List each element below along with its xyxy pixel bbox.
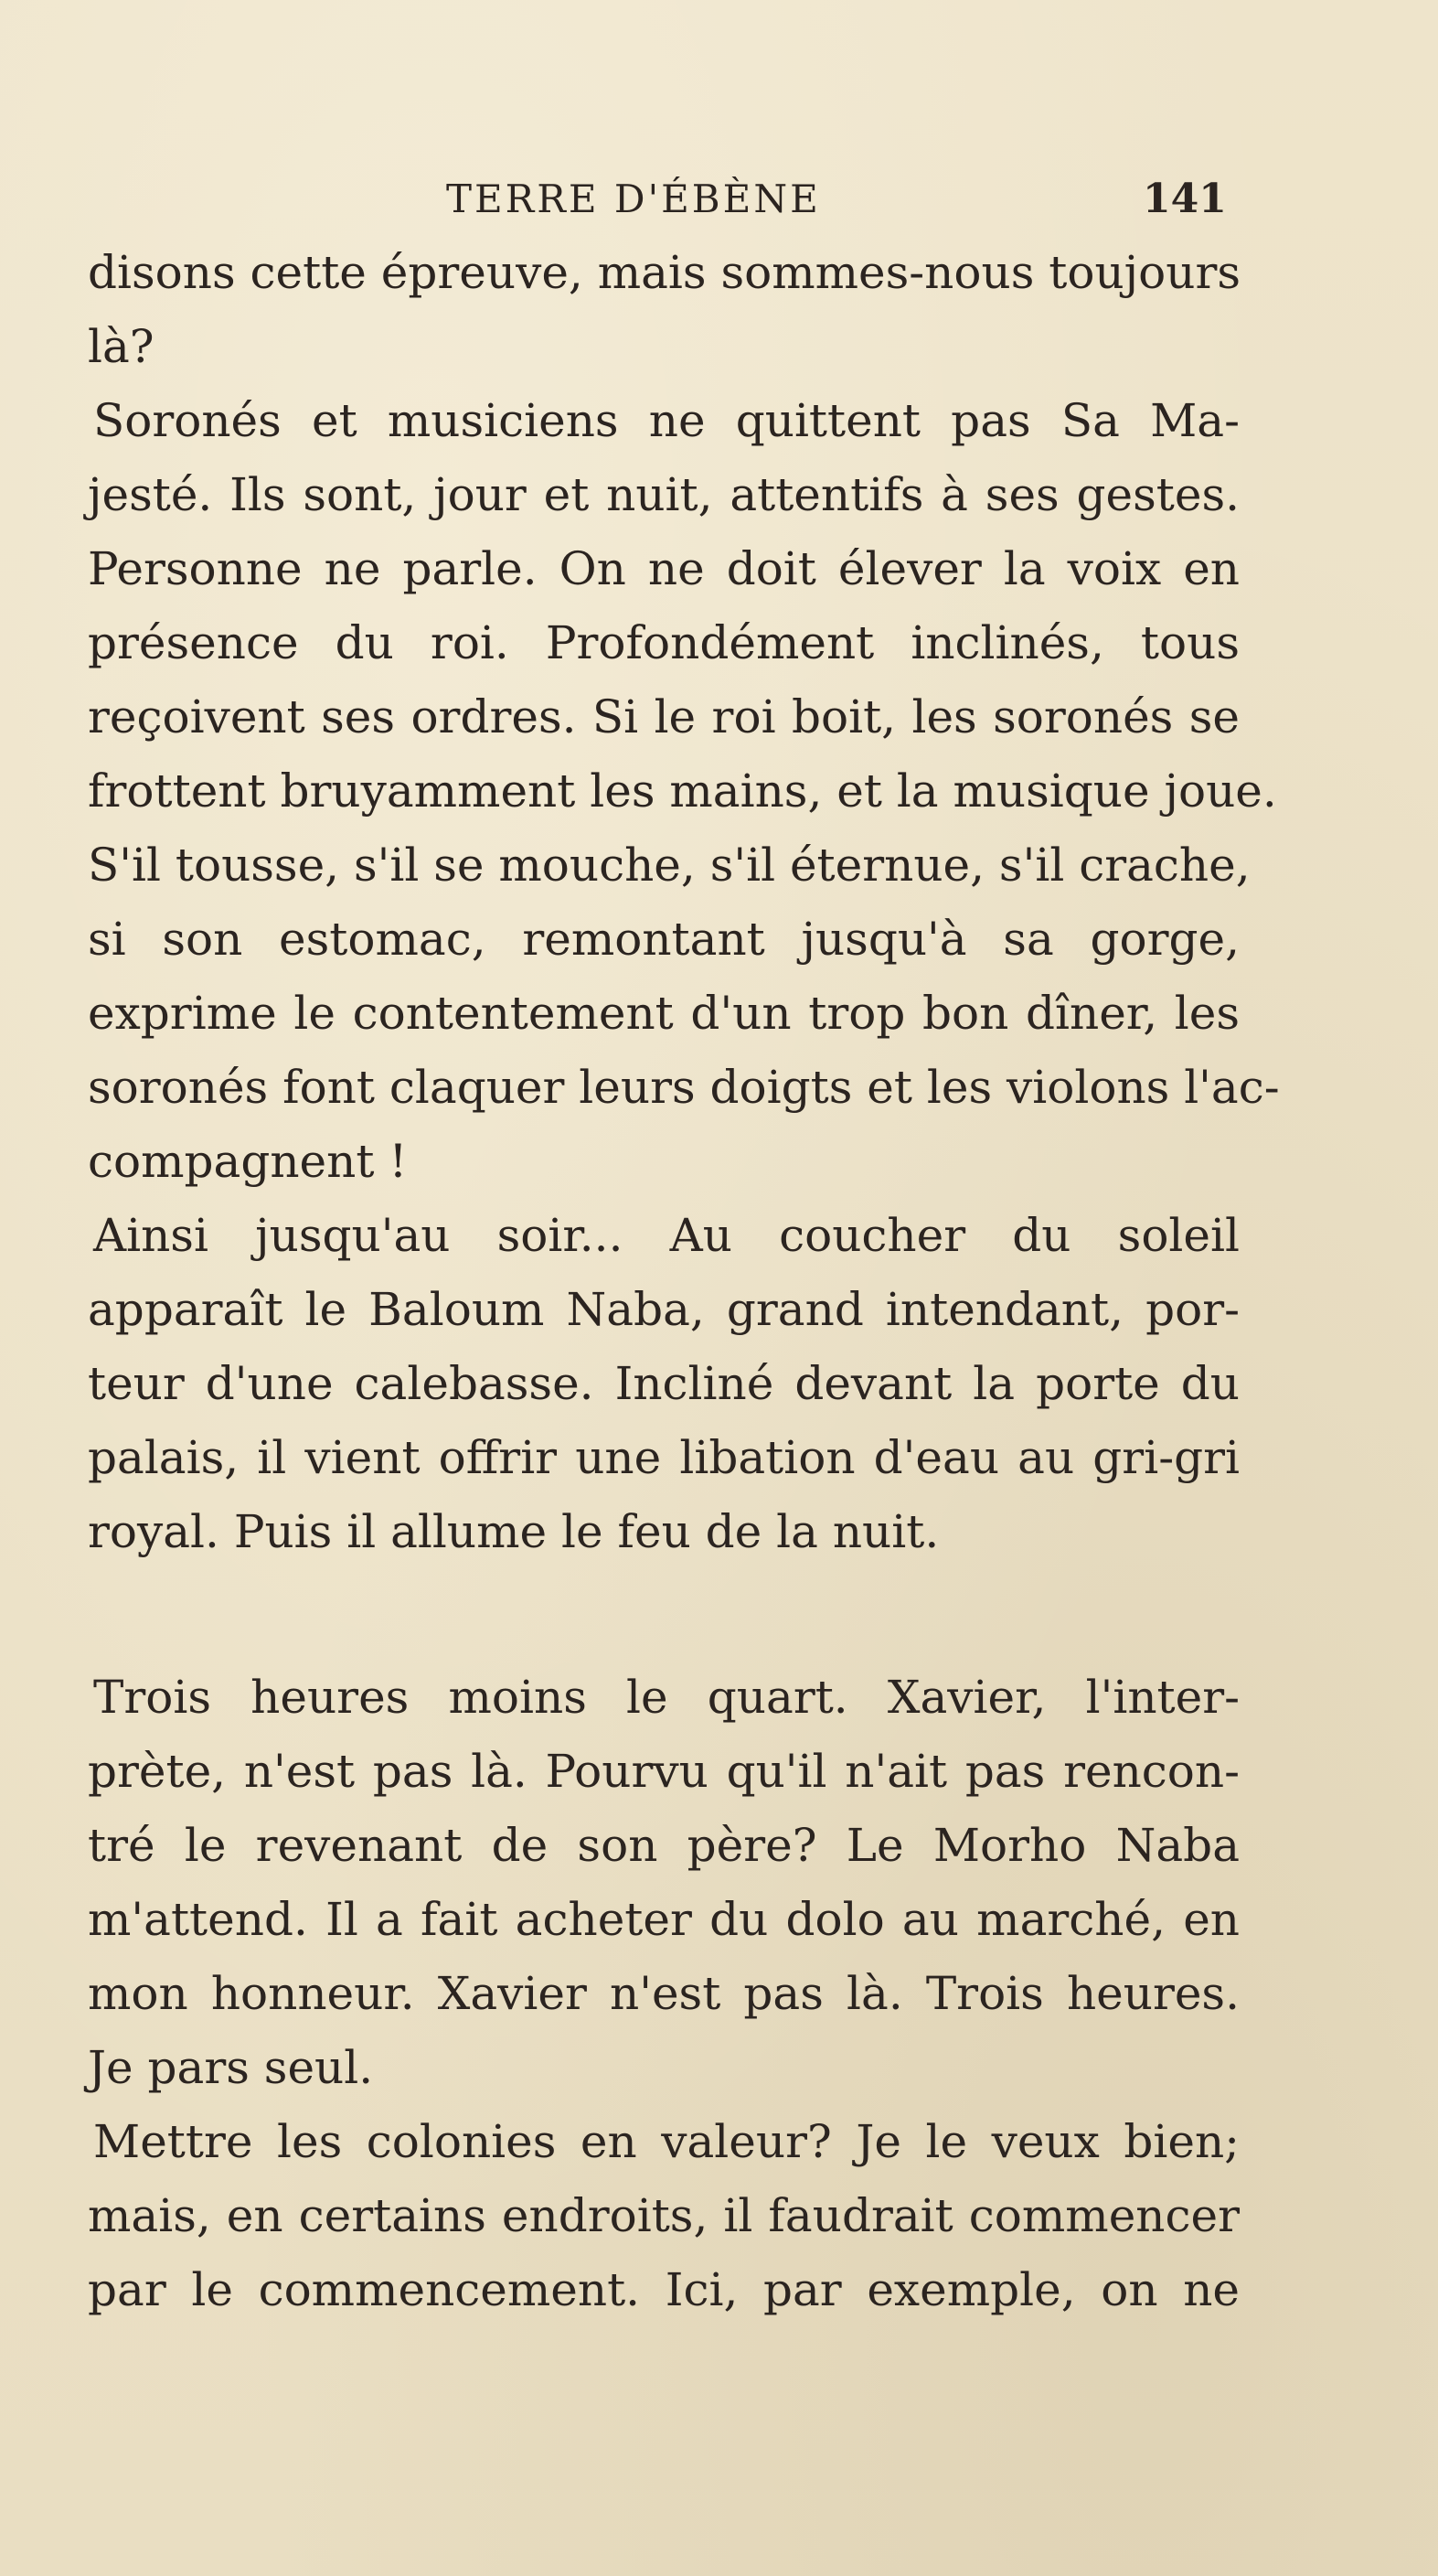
text-line: mais, en certains endroits, il faudrait commencer xyxy=(88,2189,1240,2242)
text-line: présence du roi. Profondément inclinés, tous xyxy=(88,616,1240,669)
text-line: S'il tousse, s'il se mouche, s'il éternue, s'il crache, xyxy=(88,839,1251,892)
text-line: m'attend. Il a fait acheter du dolo au marché, en xyxy=(88,1893,1240,1946)
text-line: exprime le contentement d'un trop bon dîner, les xyxy=(88,987,1240,1040)
text-line: palais, il vient offrir une libation d'eau au gri-gri xyxy=(88,1431,1240,1484)
text-line: reçoivent ses ordres. Si le roi boit, les soronés se xyxy=(88,690,1240,743)
text-line: royal. Puis il allume le feu de la nuit. xyxy=(88,1505,940,1558)
text-line: compagnent ! xyxy=(88,1135,408,1188)
running-title: TERRE D'ÉBÈNE xyxy=(446,176,821,221)
text-line: Personne ne parle. On ne doit élever la voix en xyxy=(88,542,1240,595)
text-line: Trois heures moins le quart. Xavier, l'inter- xyxy=(93,1671,1240,1724)
page-header xyxy=(0,172,1438,227)
text-line: teur d'une calebasse. Incliné devant la porte du xyxy=(88,1357,1240,1410)
page-number: 141 xyxy=(1143,176,1227,222)
text-line: disons cette épreuve, mais sommes-nous toujours xyxy=(88,246,1241,299)
text-line: Ainsi jusqu'au soir... Au coucher du soleil xyxy=(93,1209,1240,1262)
text-line: prète, n'est pas là. Pourvu qu'il n'ait pas rencon- xyxy=(88,1745,1240,1798)
text-line: si son estomac, remontant jusqu'à sa gorge, xyxy=(88,913,1240,966)
text-line: Je pars seul. xyxy=(88,2041,374,2094)
body-text xyxy=(88,236,1280,2327)
text-line: apparaît le Baloum Naba, grand intendant, por- xyxy=(88,1283,1240,1336)
section-break xyxy=(88,1569,1240,1661)
text-line: Soronés et musiciens ne quittent pas Sa Ma- xyxy=(93,394,1240,447)
text-line: soronés font claquer leurs doigts et les violons l'ac- xyxy=(88,1061,1280,1114)
text-line: frottent bruyamment les mains, et la musique joue. xyxy=(88,764,1277,818)
text-line: jesté. Ils sont, jour et nuit, attentifs à ses gestes. xyxy=(88,468,1240,521)
text-line: tré le revenant de son père? Le Morho Naba xyxy=(88,1819,1240,1872)
text-line: Mettre les colonies en valeur? Je le veux bien; xyxy=(93,2115,1240,2168)
text-line: par le commencement. Ici, par exemple, on ne xyxy=(88,2263,1240,2316)
text-line: là? xyxy=(88,320,154,373)
text-line: mon honneur. Xavier n'est pas là. Trois heures. xyxy=(88,1967,1240,2020)
